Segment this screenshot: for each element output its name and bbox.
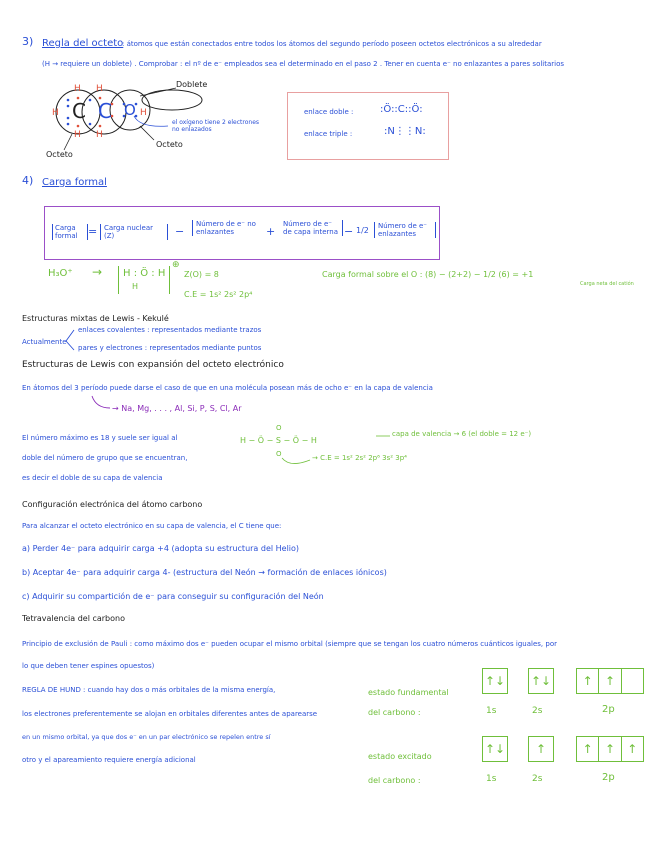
ground-state-label1: estado fundamental [368, 688, 449, 697]
h-right: H [140, 108, 147, 118]
box-double-formula: :Ö::C::Ö: [380, 104, 423, 115]
ground-2s-electrons: ↑↓ [530, 674, 552, 688]
expansion-para2: doble del número de grupo que se encuentran, [22, 454, 188, 462]
formal-charge-calc: Carga formal sobre el O : (8) − (2+2) − 1/2 (6) = +1 [322, 270, 534, 279]
ion-z: Z(O) = 8 [184, 270, 219, 279]
molecule-top-o: O [276, 424, 282, 432]
formula-capa-interna: Número de e⁻ de capa interna [280, 220, 343, 236]
ground-state-label2: del carbono : [368, 708, 421, 717]
label-oxigeno: el oxígeno tiene 2 electrones no enlazados [172, 119, 260, 133]
ground-orbital-2p [576, 668, 644, 694]
hund-line4: otro y el apareamiento requiere energía adicional [22, 756, 196, 764]
excited-orbital-1s [482, 736, 508, 762]
ion-plus-sign: ⊕ [172, 260, 180, 270]
ion-ce: C.E = 1s² 2s² 2p⁴ [184, 290, 253, 299]
co2-atom-c2: C [98, 99, 112, 123]
expansion-note-ce: → C.E = 1s² 2s² 2p⁶ 3s² 3p⁴ [312, 454, 407, 462]
h-bottom-left: H [74, 130, 81, 140]
label-octeto-right: Octeto [156, 140, 183, 149]
excited-label-2s: 2s [532, 774, 543, 784]
formula-carga-formal: Carga formal [52, 224, 88, 240]
box-triple-label: enlace triple : [304, 130, 353, 138]
ground-label-2p: 2p [602, 704, 615, 715]
ground-1s-electrons: ↑↓ [484, 674, 506, 688]
molecule-bottom-o: O [276, 450, 282, 458]
expansion-title: Estructuras de Lewis con expansión del octeto electrónico [22, 360, 284, 370]
h-bottom-right: H [96, 130, 103, 140]
expansion-note-valence: capa de valencia → 6 (el doble = 12 e⁻) [392, 430, 532, 438]
formula-minus-2: − [344, 225, 354, 238]
formula-half: 1/2 [356, 226, 369, 235]
label-doblete: Doblete [176, 80, 208, 89]
carbon-config-a: a) Perder 4e⁻ para adquirir carga +4 (adopta su estructura del Helio) [22, 544, 300, 553]
h-left: H [52, 108, 59, 118]
excited-state-label2: del carbono : [368, 776, 421, 785]
lewis-kekule-title: Estructuras mixtas de Lewis - Kekulé [22, 314, 169, 323]
excited-2s-electrons: ↑ [535, 742, 547, 756]
excited-label-1s: 1s [486, 774, 497, 784]
pauli-line2: lo que deben tener espines opuestos) [22, 662, 155, 670]
hund-line3: en un mismo orbital, ya que dos e⁻ en un par electrónico se repelen entre sí [22, 733, 271, 741]
ground-label-1s: 1s [486, 706, 497, 716]
co2-atom-c: C [72, 99, 86, 123]
box-triple-formula: :N⋮⋮N: [384, 126, 426, 137]
carbon-config-title: Configuración electrónica del átomo carbono [22, 500, 203, 509]
lewis-kekule-item2: pares y electrones : representados mediante puntos [78, 344, 262, 352]
ground-2p-box-2: ↑ [599, 669, 621, 693]
formal-charge-note: Carga neta del catión [580, 281, 634, 287]
excited-label-2p: 2p [602, 772, 615, 783]
expansion-para1: El número máximo es 18 y suele ser igual al [22, 434, 178, 442]
formula-plus: + [266, 225, 276, 238]
label-octeto-left: Octeto [46, 150, 73, 159]
box-double-label: enlace doble : [304, 108, 354, 116]
excited-orbital-2s [528, 736, 554, 762]
pauli-line1: Principio de exclusión de Pauli : como máximo dos e⁻ pueden ocupar el mismo orbital (siempre que se tengan los cuatro números cuánticos iguales, por [22, 640, 557, 648]
section-3-line1: : átomos que están conectados entre todos los átomos del segundo período poseen octetos electrónicos a su alrededar [122, 40, 542, 48]
ion-lewis-h: H [132, 282, 139, 291]
ion-lewis: H : Ö : H [118, 266, 170, 294]
ground-orbital-2s [528, 668, 554, 694]
lewis-kekule-item1: enlaces covalentes : representados mediante trazos [78, 326, 262, 334]
ion-arrow: → [92, 265, 103, 279]
section-4-number: 4) [22, 174, 34, 187]
expansion-line1: En átomos del 3 período puede darse el caso de que en una molécula posean más de ocho e⁻ en la capa de valencia [22, 384, 433, 392]
excited-2p-box-1: ↑ [577, 737, 599, 761]
ground-orbital-1s [482, 668, 508, 694]
molecule-h2so4: H − Ö − S − Ö − H [240, 436, 317, 445]
formula-minus-1: − [175, 225, 185, 238]
excited-2p-box-3: ↑ [627, 742, 638, 756]
excited-2p-box-2: ↑ [599, 737, 621, 761]
formula-no-enlazantes: Número de e⁻ no enlazantes [192, 220, 263, 236]
expansion-elements: → Na, Mg, . . . , Al, Si, P, S, Cl, Ar [112, 404, 242, 413]
lewis-kekule-word: Actualmente [22, 338, 67, 346]
hund-line1: REGLA DE HUND : cuando hay dos o más orbitales de la misma energía, [22, 686, 276, 694]
carbon-config-intro: Para alcanzar el octeto electrónico en su capa de valencia, el C tiene que: [22, 522, 282, 530]
excited-1s-electrons: ↑↓ [484, 742, 506, 756]
hund-line2: los electrones preferentemente se alojan en orbitales diferentes antes de aparearse [22, 710, 318, 718]
section-3-number: 3) [22, 35, 34, 48]
carbon-config-c: c) Adquirir su compartición de e⁻ para conseguir su configuración del Neón [22, 592, 324, 601]
tetravalencia-title: Tetravalencia del carbono [22, 614, 125, 623]
section-3-line2: (H → requiere un doblete) . Comprobar : el nº de e⁻ empleados sea el determinado en el paso 2 . Tener en cuenta e⁻ no enlazantes a pares solitarios [42, 60, 565, 68]
formula-enlazantes: Número de e⁻ enlazantes [374, 222, 436, 238]
ground-2p-box-3 [622, 669, 643, 693]
carbon-config-b: b) Aceptar 4e⁻ para adquirir carga 4- (estructura del Neón → formación de enlaces iónicos) [22, 568, 387, 577]
excited-state-label1: estado excitado [368, 752, 432, 761]
co2-atom-o: O [124, 101, 136, 119]
section-3-title: Regla del octeto [42, 38, 124, 49]
formula-equals: = [88, 225, 98, 238]
formula-carga-nuclear: Carga nuclear (Z) [100, 224, 168, 240]
excited-orbital-2p [576, 736, 644, 762]
ground-2p-box-1: ↑ [577, 669, 599, 693]
ground-label-2s: 2s [532, 706, 543, 716]
h-top-right: H [96, 84, 103, 94]
h-top-left: H [74, 84, 81, 94]
expansion-para3: es decir el doble de su capa de valencia [22, 474, 163, 482]
ion-h3o: H₃O⁺ [48, 268, 73, 279]
section-4-title: Carga formal [42, 177, 107, 188]
